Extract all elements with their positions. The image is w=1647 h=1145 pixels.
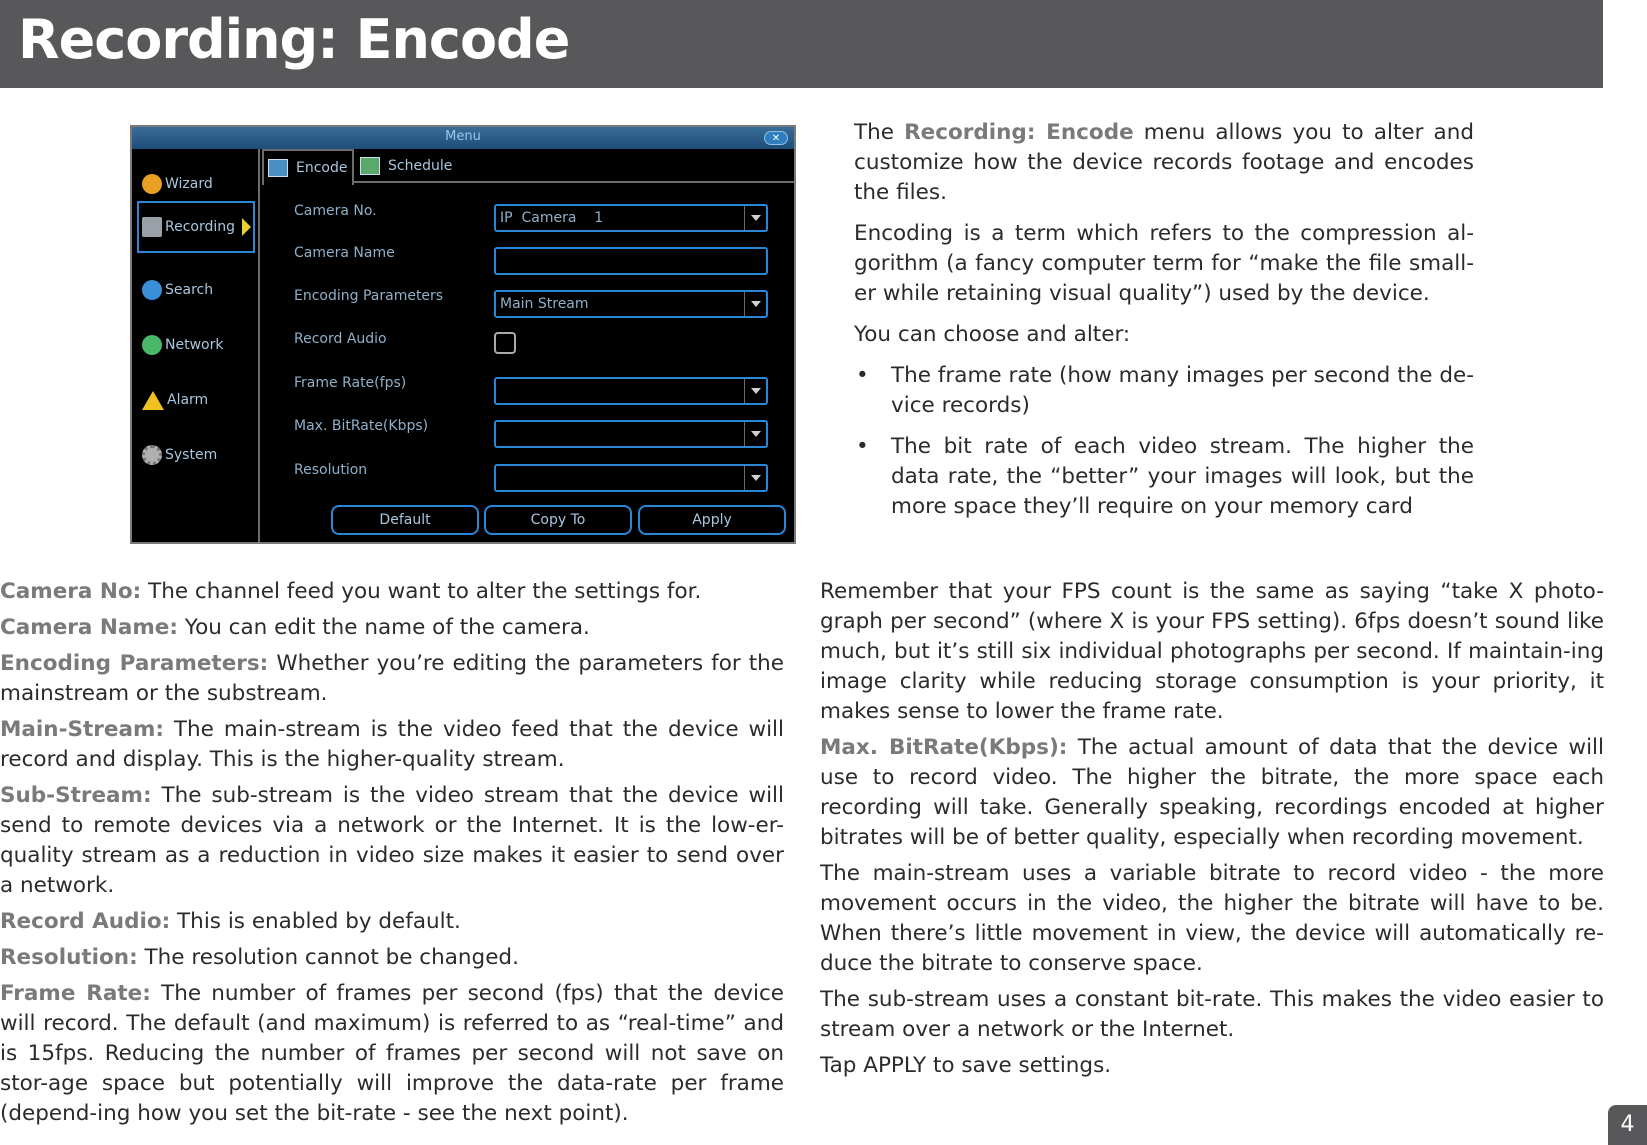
encoding-parameters-label: Encoding Parameters [294, 288, 444, 304]
term: Main-Stream: [0, 717, 164, 742]
camera-name-input[interactable] [494, 247, 768, 275]
right-column [820, 577, 1604, 1087]
alarm-icon [142, 391, 164, 410]
close-icon[interactable]: ✕ [764, 131, 788, 145]
dvr-sidebar [132, 149, 260, 542]
sidebar-item-recording[interactable] [137, 201, 255, 253]
camera-no-select[interactable] [494, 204, 768, 232]
intro-paragraph: Encoding is a term which refers to the compression al-gorithm (a fancy computer term for “make the file small-er while retaining visual quality”) used by the device. [854, 221, 1474, 306]
intro-text-pre: The [854, 120, 905, 145]
sidebar-item-label: System [165, 447, 218, 463]
sidebar-item-label: Alarm [167, 392, 209, 408]
chevron-down-icon [744, 292, 766, 316]
frame-rate-select[interactable] [494, 377, 768, 405]
term: Resolution: [0, 945, 138, 970]
definition-text: The resolution cannot be changed. [137, 945, 519, 970]
definition-camera-no [0, 577, 784, 607]
network-icon [142, 335, 162, 355]
dvr-tabs [262, 149, 794, 183]
paragraph-text: The sub-stream uses a constant bit-rate. This makes the video easier to stream over a network or the Internet. [820, 987, 1604, 1042]
list-item: • The bit rate of each video stream. The higher the data rate, the “better” your images will look, but the more space they’ll require on your memory card [854, 432, 1474, 522]
frame-rate-label: Frame Rate(fps) [294, 375, 407, 391]
paragraph-fps-note [820, 577, 1604, 727]
tab-label: Schedule [388, 158, 453, 174]
definition-text: The channel feed you want to alter the settings for. [141, 579, 702, 604]
dvr-titlebar [132, 127, 794, 149]
sidebar-item-network[interactable] [142, 328, 254, 362]
chevron-down-icon [744, 379, 766, 403]
definition-text: The main-stream is the video feed that the device will record and display. This is the higher-quality stream. [0, 717, 784, 772]
intro-bullet-list [854, 361, 1474, 522]
paragraph-text: Remember that your FPS count is the same as saying “take X photo-graph per second” (where X is your FPS setting). 6fps doesn’t sound like much, but it’s still six individual photographs per second. If maintain-ing image clarity while reducing storage consumption is your priority, it makes sense to lower the frame rate. [820, 579, 1604, 724]
definition-main-stream [0, 715, 784, 775]
resolution-select[interactable] [494, 464, 768, 492]
intro-text [854, 118, 1474, 533]
dvr-menu-screenshot [130, 125, 796, 544]
page-title: Recording: Encode [18, 8, 570, 71]
tab-encode[interactable] [262, 149, 354, 185]
paragraph-text: The main-stream uses a variable bitrate to record video - the more movement occurs in the video, the higher the bitrate will have to be. When there’s little movement in view, the device will automatically re-duce the bitrate to conserve space. [820, 861, 1604, 976]
term: Record Audio: [0, 909, 171, 934]
tab-label: Encode [296, 160, 348, 176]
resolution-label: Resolution [294, 462, 368, 478]
sidebar-item-system[interactable] [142, 438, 254, 472]
term: Camera No: [0, 579, 142, 604]
definition-encoding-parameters [0, 649, 784, 709]
intro-text-post: menu allows you to alter and customize how the device records footage and encodes the files. [854, 120, 1474, 205]
max-bitrate-label: Max. BitRate(Kbps) [294, 418, 429, 434]
default-button[interactable]: Default [331, 505, 479, 535]
term: Camera Name: [0, 615, 178, 640]
sidebar-item-label: Wizard [165, 176, 213, 192]
definition-record-audio [0, 907, 784, 937]
tab-schedule[interactable] [356, 149, 466, 183]
paragraph-text: Tap APPLY to save settings. [820, 1053, 1112, 1078]
term: Encoding Parameters: [0, 651, 269, 676]
definition-resolution [0, 943, 784, 973]
chevron-down-icon [744, 422, 766, 446]
definition-sub-stream [0, 781, 784, 901]
active-arrow-icon [242, 218, 251, 236]
intro-paragraph: You can choose and alter: [854, 322, 1131, 347]
paragraph-apply-note [820, 1051, 1604, 1081]
term: Sub-Stream: [0, 783, 152, 808]
gear-icon [142, 445, 162, 465]
search-icon [142, 280, 162, 300]
paragraph-sub-stream-bitrate [820, 985, 1604, 1045]
dvr-window-title: Menu [445, 129, 481, 144]
left-column [0, 577, 784, 1135]
sidebar-item-alarm[interactable] [142, 383, 254, 417]
chevron-down-icon [744, 466, 766, 490]
recording-icon [142, 217, 162, 237]
copy-to-button[interactable]: Copy To [484, 505, 632, 535]
list-item: • The frame rate (how many images per second the de-vice records) [854, 361, 1474, 421]
definition-frame-rate [0, 979, 784, 1129]
record-audio-checkbox[interactable] [494, 332, 516, 354]
sidebar-item-label: Search [165, 282, 214, 298]
paragraph-main-stream-bitrate [820, 859, 1604, 979]
encoding-parameters-select[interactable] [494, 290, 768, 318]
definition-text: Whether you’re editing the parameters for the mainstream or the substream. [0, 651, 785, 706]
page-number: 4 [1608, 1105, 1647, 1145]
definition-text: The sub-stream is the video stream that the device will send to remote devices via a network or the Internet. It is the low-er-quality stream as a reduction in video size makes it easier to send over a network. [0, 783, 784, 898]
page-header [0, 0, 1603, 88]
max-bitrate-select[interactable] [494, 420, 768, 448]
camera-no-label: Camera No. [294, 203, 377, 219]
apply-button[interactable]: Apply [638, 505, 786, 535]
camera-no-value: IP Camera 1 [500, 210, 604, 226]
sidebar-item-label: Recording [165, 219, 236, 235]
sidebar-item-label: Network [165, 337, 224, 353]
term: Max. BitRate(Kbps): [820, 735, 1068, 760]
record-audio-label: Record Audio [294, 331, 387, 347]
definition-max-bitrate [820, 733, 1604, 853]
definition-text: You can edit the name of the camera. [177, 615, 590, 640]
intro-paragraph [854, 118, 1474, 208]
encoding-parameters-value: Main Stream [500, 296, 589, 312]
sidebar-item-wizard[interactable] [142, 167, 254, 201]
schedule-icon [360, 157, 380, 175]
definition-camera-name [0, 613, 784, 643]
sidebar-item-search[interactable] [142, 273, 254, 307]
definition-text: This is enabled by default. [170, 909, 461, 934]
encode-icon [268, 159, 288, 177]
definition-text: The number of frames per second (fps) that the device will record. The default (and maximum) is referred to as “real-time” and is 15fps. Reducing the number of frames per second will not save on stor-age space but potentially will improve the data-rate per frame (depend-ing how you set the bit-rate - see the next point). [0, 981, 784, 1126]
intro-highlight: Recording: Encode [904, 120, 1134, 145]
wizard-icon [142, 174, 162, 194]
definition-text: The actual amount of data that the device will use to record video. The higher the bitrate, the more space each recording will take. Generally speaking, recordings encoded at higher bitrates will be of better quality, especially when recording movement. [820, 735, 1605, 850]
term: Frame Rate: [0, 981, 151, 1006]
camera-name-label: Camera Name [294, 245, 395, 261]
chevron-down-icon [744, 206, 766, 230]
